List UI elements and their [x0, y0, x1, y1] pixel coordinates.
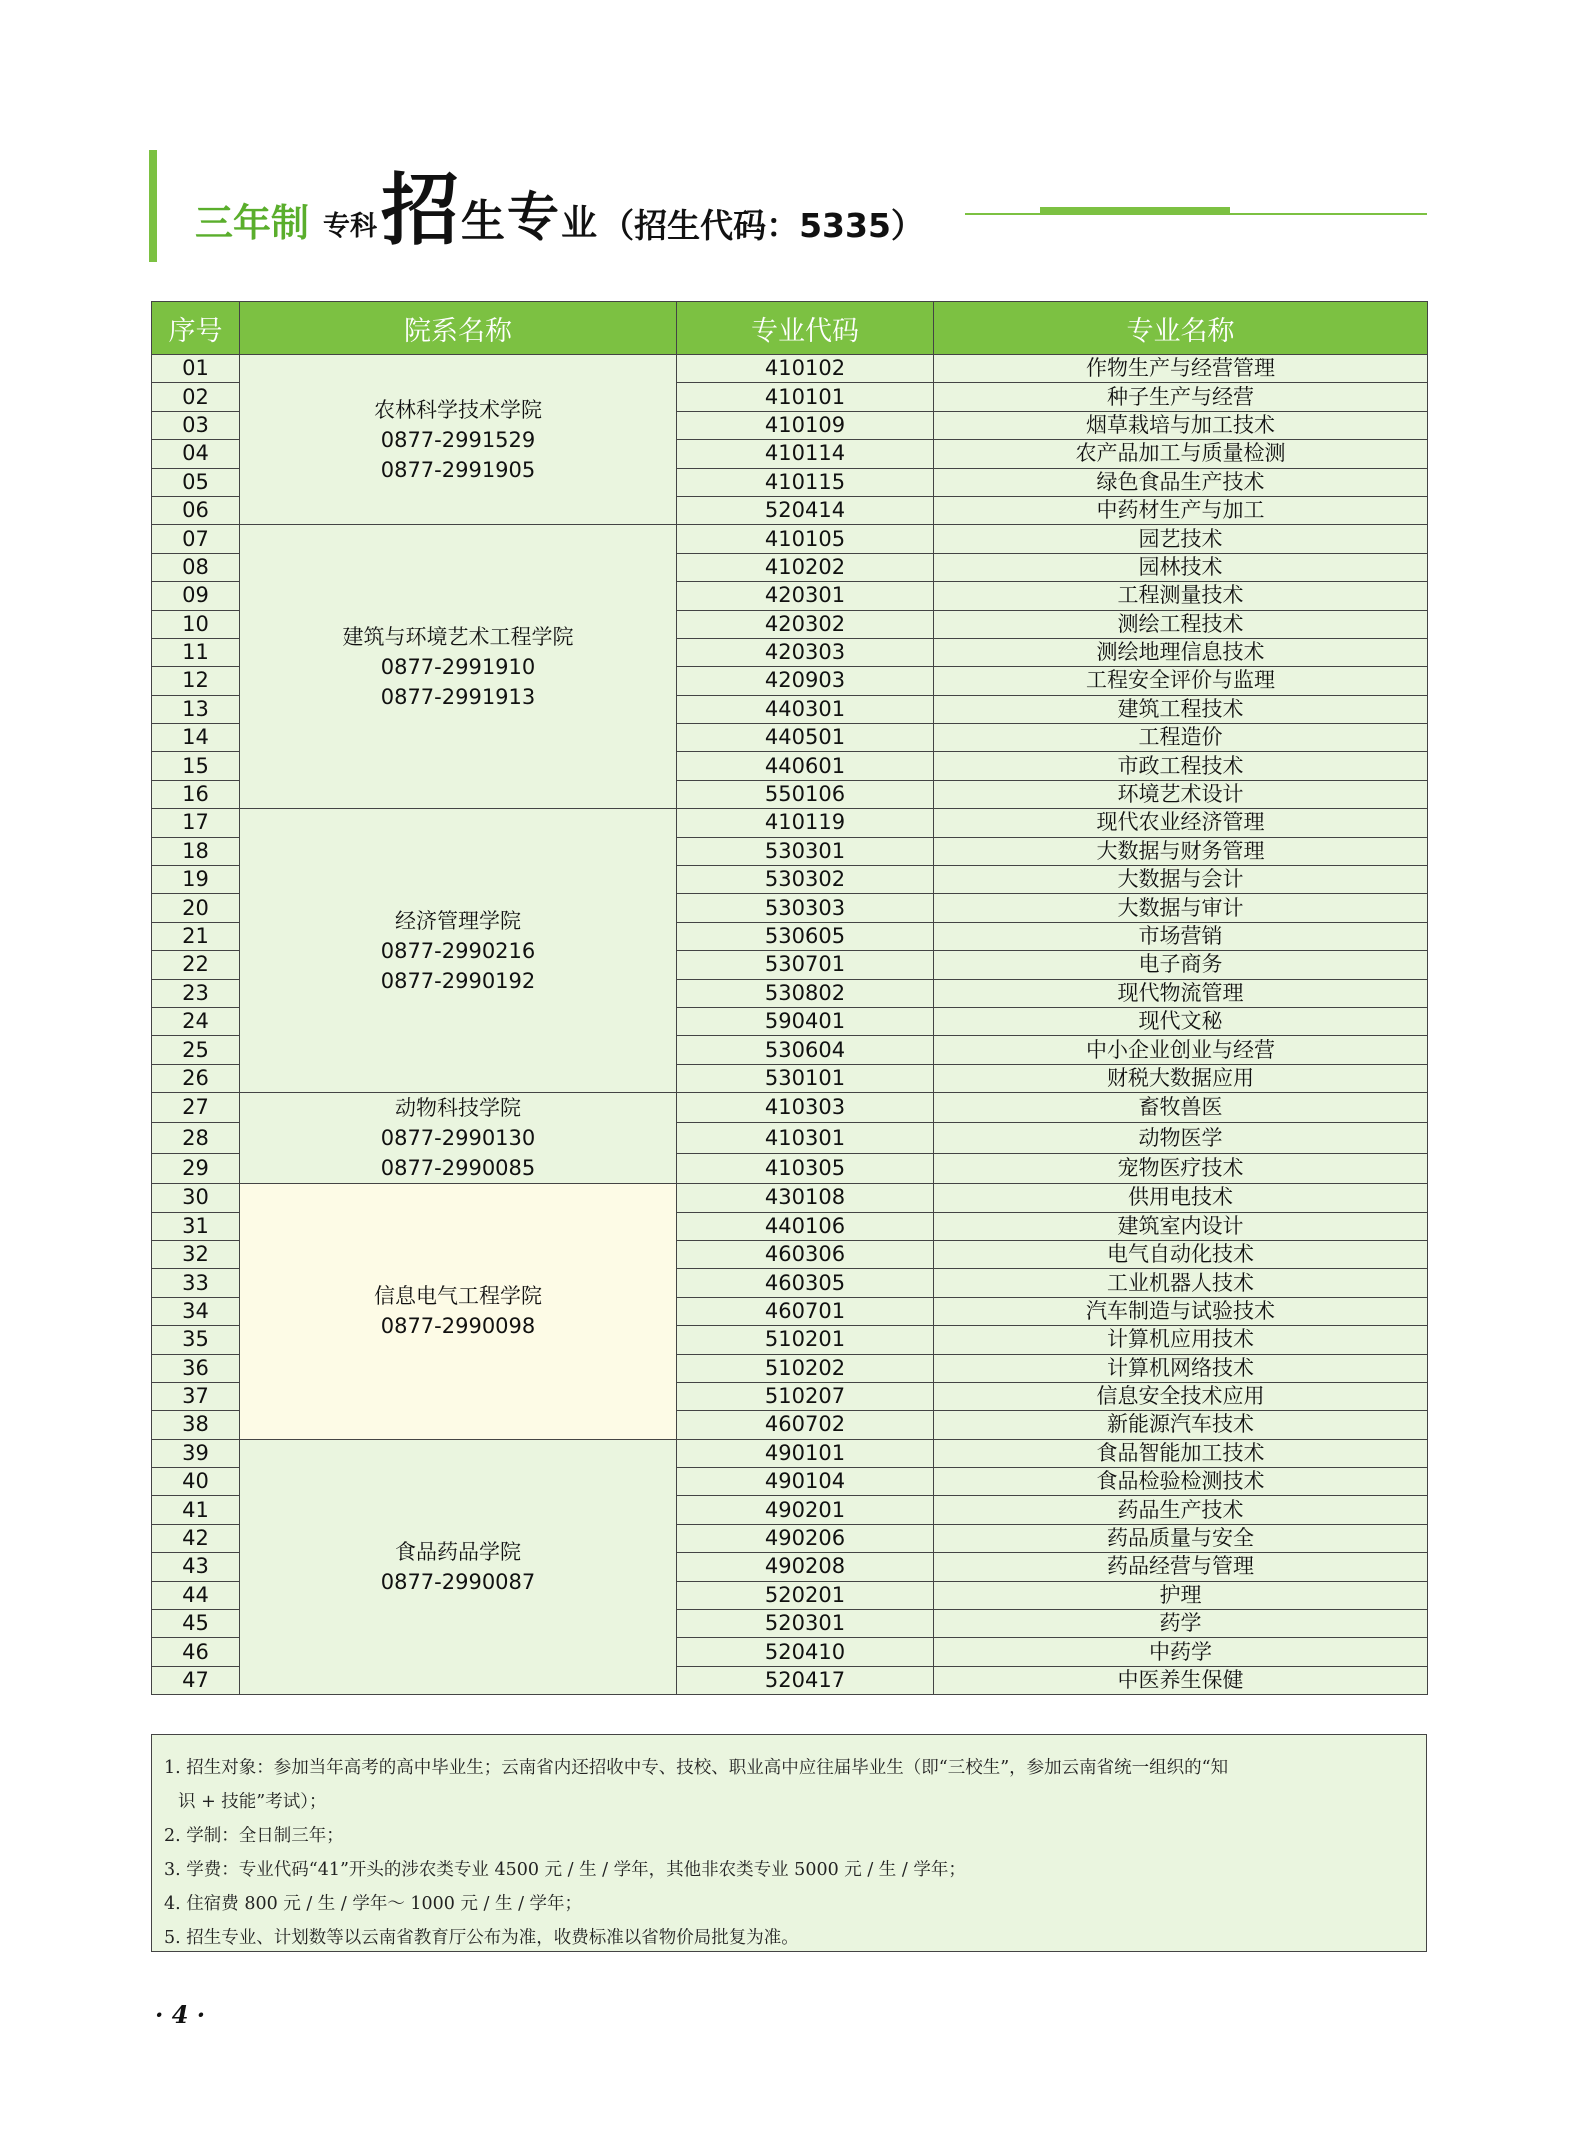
- cell-major-name: 电气自动化技术: [934, 1240, 1428, 1268]
- cell-major-code: 550106: [677, 780, 934, 808]
- cell-seq: 07: [152, 525, 240, 553]
- cell-major-code: 520414: [677, 496, 934, 524]
- cell-major-code: 410202: [677, 553, 934, 581]
- cell-major-name: 食品智能加工技术: [934, 1439, 1428, 1467]
- cell-seq: 19: [152, 866, 240, 894]
- page-title: [195, 160, 924, 256]
- table-header-row: [152, 302, 1428, 355]
- cell-major-code: 490206: [677, 1524, 934, 1552]
- cell-major-code: 460305: [677, 1269, 934, 1297]
- cell-major-code: 530101: [677, 1064, 934, 1092]
- cell-major-name: 中药学: [934, 1638, 1428, 1666]
- header-seq: 序号: [152, 302, 240, 355]
- cell-seq: 35: [152, 1326, 240, 1354]
- cell-seq: 05: [152, 468, 240, 496]
- cell-seq: 20: [152, 894, 240, 922]
- cell-seq: 09: [152, 582, 240, 610]
- table-row: [152, 525, 1428, 553]
- department-phone: 0877-2991905: [380, 457, 536, 482]
- cell-major-code: 420301: [677, 582, 934, 610]
- cell-major-code: 440501: [677, 724, 934, 752]
- note-item: 5. 招生专业、计划数等以云南省教育厅公布为准，收费标准以省物价局批复为准。: [164, 1928, 799, 1948]
- cell-major-name: 计算机应用技术: [934, 1326, 1428, 1354]
- cell-major-code: 590401: [677, 1007, 934, 1035]
- department-phone: 0877-2990192: [380, 968, 536, 993]
- department-phone: 0877-2990098: [380, 1314, 536, 1339]
- table-row: [152, 355, 1428, 383]
- cell-major-name: 现代文秘: [934, 1007, 1428, 1035]
- cell-seq: 04: [152, 440, 240, 468]
- cell-major-name: 中小企业创业与经营: [934, 1036, 1428, 1064]
- cell-major-code: 410109: [677, 411, 934, 439]
- cell-major-name: 新能源汽车技术: [934, 1411, 1428, 1439]
- cell-major-name: 药学: [934, 1610, 1428, 1638]
- table-row: [152, 1184, 1428, 1212]
- cell-seq: 38: [152, 1411, 240, 1439]
- cell-department: [240, 525, 677, 809]
- cell-seq: 21: [152, 922, 240, 950]
- cell-major-code: 520410: [677, 1638, 934, 1666]
- table-row: [152, 809, 1428, 837]
- cell-major-name: 市政工程技术: [934, 752, 1428, 780]
- cell-seq: 45: [152, 1610, 240, 1638]
- cell-seq: 17: [152, 809, 240, 837]
- cell-major-name: 计算机网络技术: [934, 1354, 1428, 1382]
- cell-major-code: 420302: [677, 610, 934, 638]
- cell-major-code: 460701: [677, 1297, 934, 1325]
- cell-major-name: 护理: [934, 1581, 1428, 1609]
- cell-major-code: 530605: [677, 922, 934, 950]
- cell-major-code: 530303: [677, 894, 934, 922]
- cell-seq: 39: [152, 1439, 240, 1467]
- cell-major-code: 530701: [677, 951, 934, 979]
- cell-major-name: 汽车制造与试验技术: [934, 1297, 1428, 1325]
- cell-major-name: 中药材生产与加工: [934, 496, 1428, 524]
- note-item: 识 + 技能”考试）；: [178, 1792, 327, 1812]
- cell-seq: 22: [152, 951, 240, 979]
- department-phone: 0877-2990130: [380, 1126, 536, 1151]
- cell-seq: 11: [152, 638, 240, 666]
- cell-major-code: 430108: [677, 1184, 934, 1212]
- cell-major-code: 410101: [677, 383, 934, 411]
- title-accent-bar: [149, 150, 157, 262]
- cell-seq: 36: [152, 1354, 240, 1382]
- header-major-name: 专业名称: [934, 302, 1428, 355]
- cell-major-code: 530302: [677, 866, 934, 894]
- department-name: 农林科学技术学院: [374, 397, 542, 422]
- cell-department: [240, 809, 677, 1093]
- table-body: [152, 355, 1428, 1695]
- cell-major-name: 财税大数据应用: [934, 1064, 1428, 1092]
- cell-major-code: 510201: [677, 1326, 934, 1354]
- cell-major-name: 园艺技术: [934, 525, 1428, 553]
- note-item: 4. 住宿费 800 元 / 生 / 学年～ 1000 元 / 生 / 学年；: [164, 1894, 583, 1914]
- cell-major-name: 工程测量技术: [934, 582, 1428, 610]
- cell-seq: 31: [152, 1212, 240, 1240]
- title-sheng: 生: [461, 196, 506, 247]
- cell-major-name: 建筑室内设计: [934, 1212, 1428, 1240]
- cell-seq: 34: [152, 1297, 240, 1325]
- cell-seq: 24: [152, 1007, 240, 1035]
- cell-major-name: 作物生产与经营管理: [934, 355, 1428, 383]
- cell-major-name: 农产品加工与质量检测: [934, 440, 1428, 468]
- cell-seq: 30: [152, 1184, 240, 1212]
- cell-seq: 46: [152, 1638, 240, 1666]
- department-name: 建筑与环境艺术工程学院: [342, 624, 574, 649]
- cell-major-code: 420303: [677, 638, 934, 666]
- cell-major-name: 电子商务: [934, 951, 1428, 979]
- department-name: 食品药品学院: [395, 1539, 521, 1564]
- cell-major-name: 市场营销: [934, 922, 1428, 950]
- cell-major-name: 工程安全评价与监理: [934, 667, 1428, 695]
- header-major-code: 专业代码: [677, 302, 934, 355]
- cell-seq: 27: [152, 1093, 240, 1123]
- cell-major-code: 510202: [677, 1354, 934, 1382]
- table-row: [152, 1439, 1428, 1467]
- cell-major-code: 520201: [677, 1581, 934, 1609]
- cell-seq: 25: [152, 1036, 240, 1064]
- cell-major-name: 工程造价: [934, 724, 1428, 752]
- note-item: 1. 招生对象：参加当年高考的高中毕业生；云南省内还招收中专、技校、职业高中应往届毕业生（即“三校生”，参加云南省统一组织的“知: [164, 1758, 1229, 1778]
- cell-major-code: 440106: [677, 1212, 934, 1240]
- cell-major-name: 动物医学: [934, 1123, 1428, 1153]
- cell-major-code: 410114: [677, 440, 934, 468]
- notes-box: [151, 1734, 1427, 1952]
- cell-major-code: 490104: [677, 1468, 934, 1496]
- cell-major-code: 420903: [677, 667, 934, 695]
- cell-major-code: 410102: [677, 355, 934, 383]
- cell-seq: 28: [152, 1123, 240, 1153]
- cell-major-code: 520301: [677, 1610, 934, 1638]
- header-department: 院系名称: [240, 302, 677, 355]
- cell-department: [240, 1184, 677, 1440]
- department-phone: 0877-2991529: [380, 427, 536, 452]
- cell-major-name: 园林技术: [934, 553, 1428, 581]
- cell-major-name: 测绘地理信息技术: [934, 638, 1428, 666]
- cell-seq: 12: [152, 667, 240, 695]
- cell-seq: 13: [152, 695, 240, 723]
- department-phone: 0877-2991913: [380, 684, 536, 709]
- cell-seq: 44: [152, 1581, 240, 1609]
- title-rule-accent: [1040, 207, 1230, 214]
- cell-major-code: 530301: [677, 837, 934, 865]
- cell-major-code: 410301: [677, 1123, 934, 1153]
- cell-seq: 01: [152, 355, 240, 383]
- cell-seq: 29: [152, 1153, 240, 1183]
- cell-department: [240, 1093, 677, 1184]
- cell-major-name: 大数据与会计: [934, 866, 1428, 894]
- cell-seq: 18: [152, 837, 240, 865]
- cell-major-name: 中医养生保健: [934, 1666, 1428, 1694]
- table-row: [152, 1093, 1428, 1123]
- cell-major-code: 490101: [677, 1439, 934, 1467]
- title-enrollment-code: （招生代码：5335）: [601, 206, 924, 245]
- cell-seq: 41: [152, 1496, 240, 1524]
- title-zhuanke: 专科: [323, 211, 378, 242]
- cell-major-name: 畜牧兽医: [934, 1093, 1428, 1123]
- note-item: 2. 学制：全日制三年；: [164, 1826, 344, 1846]
- cell-major-name: 建筑工程技术: [934, 695, 1428, 723]
- cell-seq: 10: [152, 610, 240, 638]
- department-name: 动物科技学院: [395, 1096, 521, 1121]
- cell-department: [240, 1439, 677, 1695]
- cell-seq: 16: [152, 780, 240, 808]
- department-name: 信息电气工程学院: [374, 1284, 542, 1309]
- cell-major-code: 490208: [677, 1553, 934, 1581]
- cell-seq: 23: [152, 979, 240, 1007]
- majors-table: [151, 301, 1428, 1695]
- cell-seq: 26: [152, 1064, 240, 1092]
- cell-seq: 03: [152, 411, 240, 439]
- cell-major-code: 410115: [677, 468, 934, 496]
- cell-major-name: 供用电技术: [934, 1184, 1428, 1212]
- cell-major-name: 大数据与审计: [934, 894, 1428, 922]
- cell-major-name: 药品生产技术: [934, 1496, 1428, 1524]
- cell-major-name: 测绘工程技术: [934, 610, 1428, 638]
- cell-seq: 06: [152, 496, 240, 524]
- department-phone: 0877-2990085: [380, 1156, 536, 1181]
- cell-major-name: 环境艺术设计: [934, 780, 1428, 808]
- cell-major-code: 410105: [677, 525, 934, 553]
- page-number: · 4 ·: [155, 2000, 206, 2029]
- cell-seq: 33: [152, 1269, 240, 1297]
- cell-major-name: 大数据与财务管理: [934, 837, 1428, 865]
- department-phone: 0877-2990216: [380, 938, 536, 963]
- cell-seq: 42: [152, 1524, 240, 1552]
- cell-department: [240, 355, 677, 525]
- cell-major-code: 520417: [677, 1666, 934, 1694]
- note-item: 3. 学费：专业代码“41”开头的涉农类专业 4500 元 / 生 / 学年，其他非农类专业 5000 元 / 生 / 学年；: [164, 1860, 966, 1880]
- department-phone: 0877-2990087: [380, 1569, 536, 1594]
- cell-major-name: 药品经营与管理: [934, 1553, 1428, 1581]
- cell-major-code: 530604: [677, 1036, 934, 1064]
- title-three-year: 三年制: [195, 201, 310, 245]
- cell-major-name: 药品质量与安全: [934, 1524, 1428, 1552]
- cell-major-name: 现代农业经济管理: [934, 809, 1428, 837]
- cell-seq: 15: [152, 752, 240, 780]
- cell-major-code: 490201: [677, 1496, 934, 1524]
- cell-seq: 02: [152, 383, 240, 411]
- cell-major-name: 工业机器人技术: [934, 1269, 1428, 1297]
- cell-major-code: 460702: [677, 1411, 934, 1439]
- cell-major-name: 种子生产与经营: [934, 383, 1428, 411]
- cell-major-code: 410119: [677, 809, 934, 837]
- cell-major-code: 410305: [677, 1153, 934, 1183]
- cell-seq: 14: [152, 724, 240, 752]
- cell-seq: 32: [152, 1240, 240, 1268]
- cell-seq: 47: [152, 1666, 240, 1694]
- cell-major-code: 510207: [677, 1382, 934, 1410]
- cell-major-code: 530802: [677, 979, 934, 1007]
- cell-major-name: 烟草栽培与加工技术: [934, 411, 1428, 439]
- cell-seq: 08: [152, 553, 240, 581]
- cell-major-name: 信息安全技术应用: [934, 1382, 1428, 1410]
- title-zhuan: 专: [507, 188, 560, 248]
- department-phone: 0877-2991910: [380, 654, 536, 679]
- title-zhao: 招: [381, 166, 460, 256]
- cell-seq: 37: [152, 1382, 240, 1410]
- cell-major-name: 食品检验检测技术: [934, 1468, 1428, 1496]
- title-ye: 业: [561, 203, 598, 244]
- cell-major-code: 410303: [677, 1093, 934, 1123]
- cell-major-code: 440601: [677, 752, 934, 780]
- cell-major-code: 460306: [677, 1240, 934, 1268]
- cell-major-name: 绿色食品生产技术: [934, 468, 1428, 496]
- cell-major-name: 现代物流管理: [934, 979, 1428, 1007]
- department-name: 经济管理学院: [395, 908, 521, 933]
- cell-seq: 43: [152, 1553, 240, 1581]
- cell-major-name: 宠物医疗技术: [934, 1153, 1428, 1183]
- cell-seq: 40: [152, 1468, 240, 1496]
- cell-major-code: 440301: [677, 695, 934, 723]
